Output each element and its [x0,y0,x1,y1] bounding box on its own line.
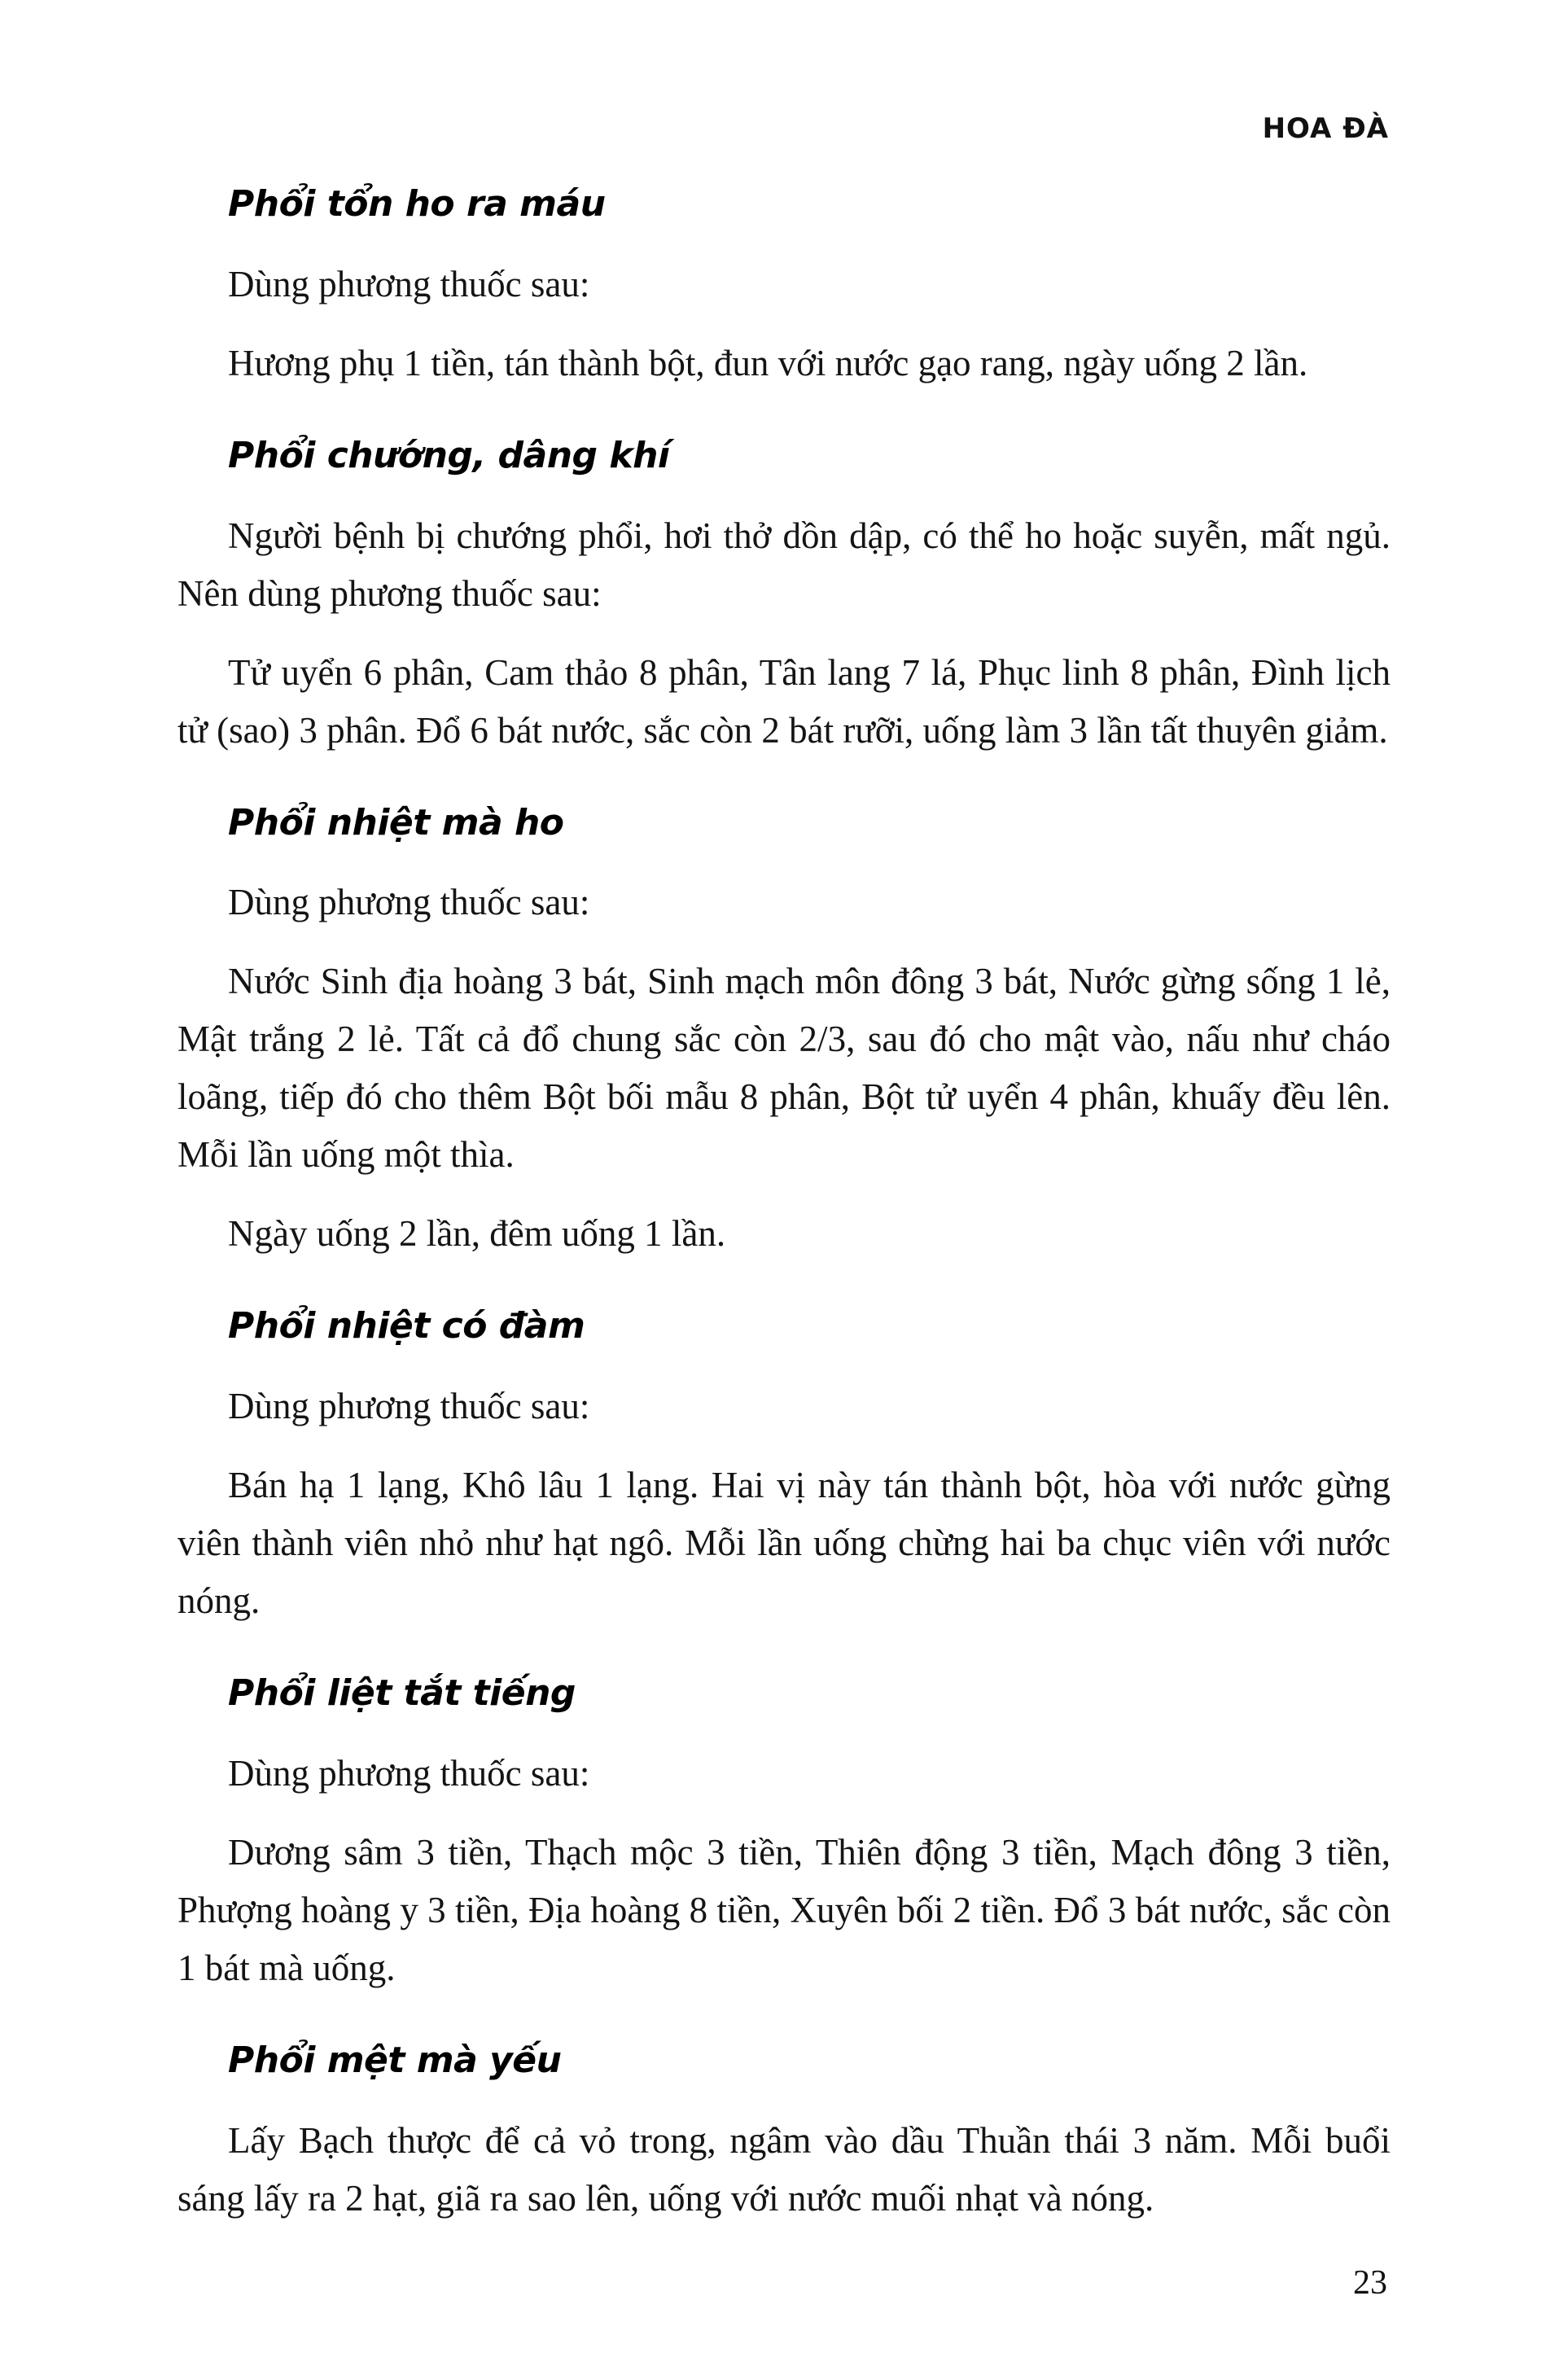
section-heading: Phổi liệt tắt tiếng [228,1672,576,1715]
section-heading: Phổi nhiệt mà ho [228,801,564,843]
section-heading: Phổi tổn ho ra máu [228,183,606,225]
running-header: HOA ĐÀ [1262,112,1389,145]
section-phoi-met-ma-yeu [177,2040,1391,2228]
section-heading: Phổi nhiệt có đàm [228,1305,585,1347]
paragraph: Dùng phương thuốc sau: [228,882,590,923]
paragraph: Hương phụ 1 tiền, tán thành bột, đun với nước gạo rang, ngày uống 2 lần. [228,342,1308,383]
paragraph: Dương sâm 3 tiền, Thạch mộc 3 tiền, Thiên động 3 tiền, Mạch đông 3 tiền, Phượng hoàng y 3 tiền, Địa hoàng 8 tiền, Xuyên bối 2 tiền. Đổ 3 bát nước, sắc còn 1 bát mà uống. [177,1831,1391,1988]
section-phoi-chuong-dang-khi [177,435,1391,760]
page-content [177,183,1391,2249]
section-phoi-nhiet-ma-ho [177,802,1391,1264]
section-phoi-nhiet-co-dam [177,1305,1391,1630]
section-heading: Phổi chướng, dâng khí [228,434,670,476]
paragraph: Dùng phương thuốc sau: [228,1386,590,1427]
paragraph: Dùng phương thuốc sau: [228,1752,590,1794]
paragraph: Dùng phương thuốc sau: [228,263,590,305]
section-phoi-ton-ho-ra-mau [177,183,1391,392]
paragraph: Tử uyển 6 phân, Cam thảo 8 phân, Tân lang 7 lá, Phục linh 8 phân, Đình lịch tử (sao) 3 phân. Đổ 6 bát nước, sắc còn 2 bát rưỡi, uống làm 3 lần tất thuyên giảm. [177,651,1391,751]
section-phoi-liet-tat-tieng [177,1672,1391,1997]
paragraph: Nước Sinh địa hoàng 3 bát, Sinh mạch môn đông 3 bát, Nước gừng sống 1 lẻ, Mật trắng 2 lẻ. Tất cả đổ chung sắc còn 2/3, sau đó cho mật vào, nấu như cháo loãng, tiếp đó cho thêm Bột bối mẫu 8 phân, Bột tử uyển 4 phân, khuấy đều lên. Mỗi lần uống một thìa. [177,961,1391,1176]
paragraph: Người bệnh bị chướng phổi, hơi thở dồn dập, có thể ho hoặc suyễn, mất ngủ. Nên dùng phương thuốc sau: [177,515,1391,614]
paragraph: Bán hạ 1 lạng, Khô lâu 1 lạng. Hai vị này tán thành bột, hòa với nước gừng viên thành viên nhỏ như hạt ngô. Mỗi lần uống chừng hai ba chục viên với nước nóng. [177,1465,1391,1622]
page-number: 23 [1353,2264,1387,2302]
paragraph: Ngày uống 2 lần, đêm uống 1 lần. [228,1213,726,1255]
section-heading: Phổi mệt mà yếu [228,2039,562,2081]
paragraph: Lấy Bạch thược để cả vỏ trong, ngâm vào dầu Thuần thái 3 năm. Mỗi buổi sáng lấy ra 2 hạt, giã ra sao lên, uống với nước muối nhạt và nóng. [177,2119,1391,2219]
